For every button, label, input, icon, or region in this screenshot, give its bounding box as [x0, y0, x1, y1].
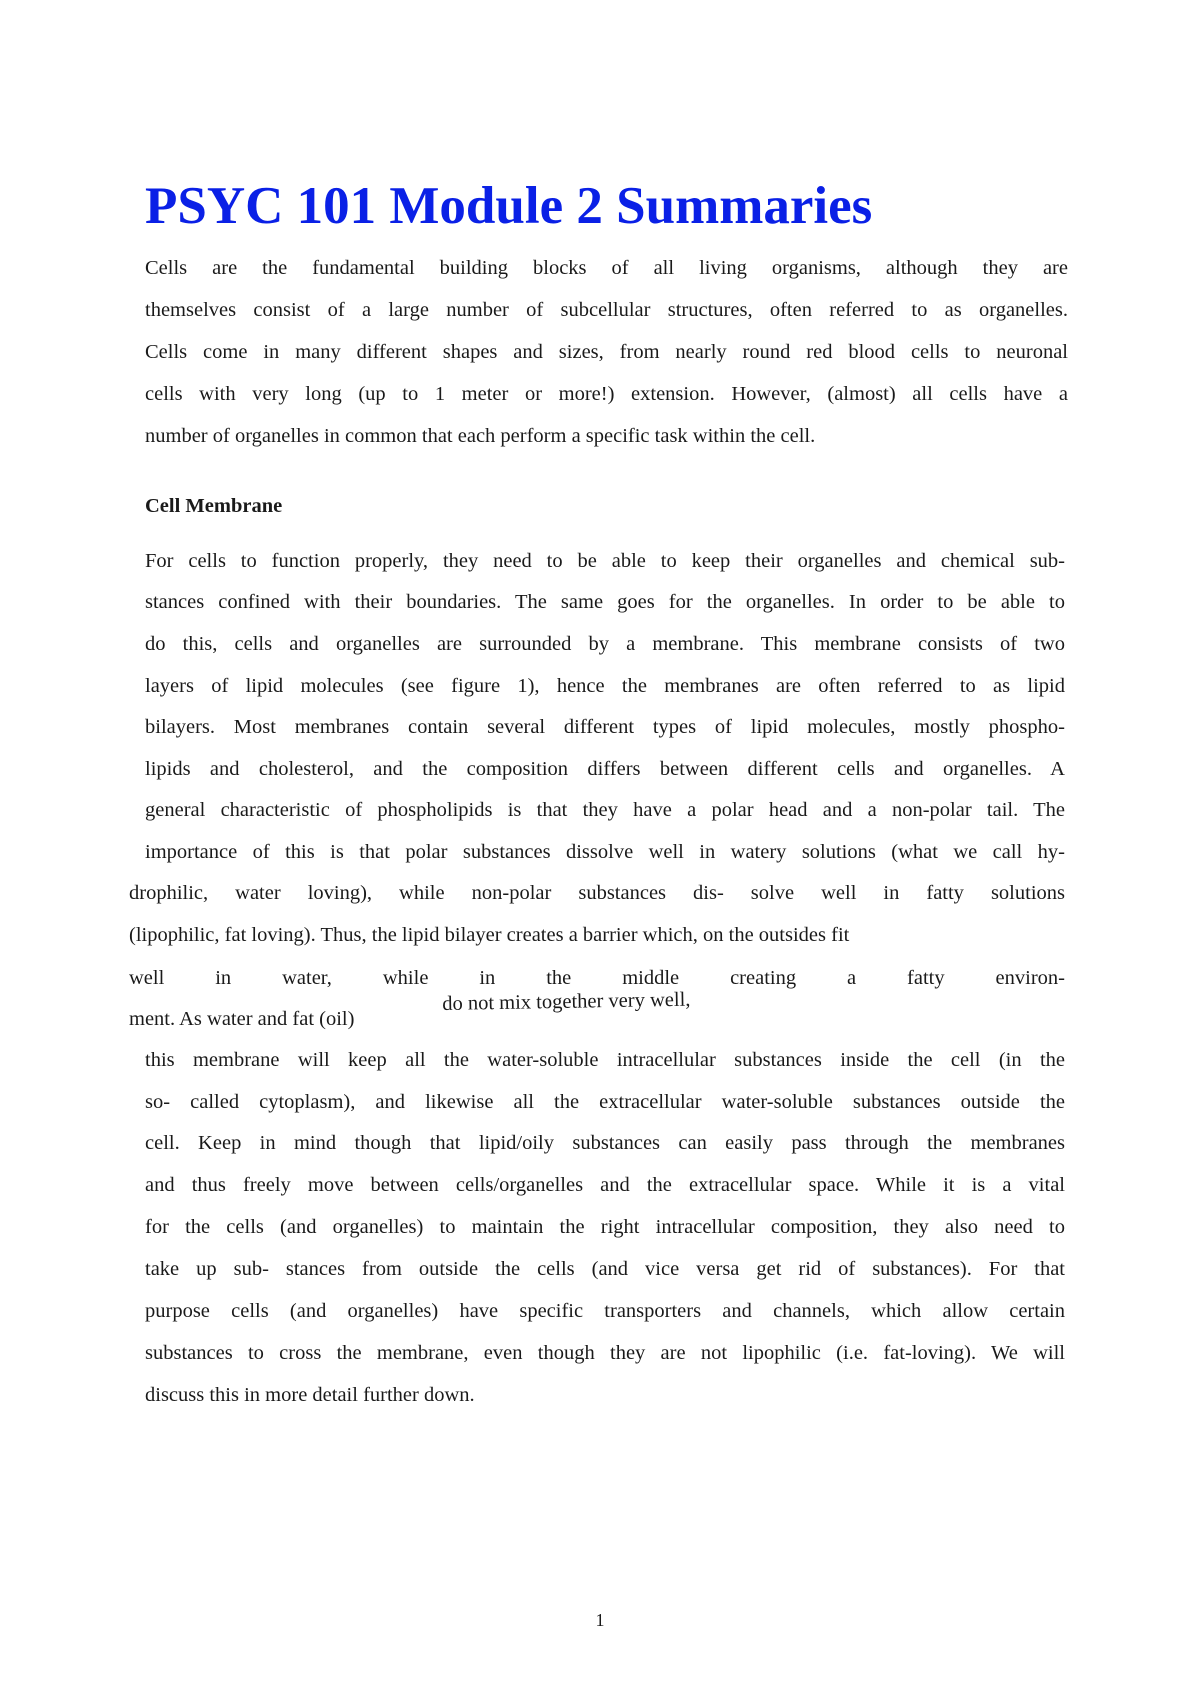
text-line: take up sub- stances from outside the cells (and vice versa get rid of substances). For that: [145, 1258, 1065, 1280]
text-line: cells with very long (up to 1 meter or more!) extension. However, (almost) all cells have a: [145, 383, 1068, 405]
text-line: cell. Keep in mind though that lipid/oily substances can easily pass through the membranes: [145, 1132, 1065, 1154]
text-line: number of organelles in common that each perform a specific task within the cell.: [145, 425, 816, 447]
text-line: general characteristic of phospholipids is that they have a polar head and a non-polar tail. The: [145, 799, 1065, 821]
text-line: stances confined with their boundaries. The same goes for the organelles. In order to be able to: [145, 591, 1065, 613]
text-line: so- called cytoplasm), and likewise all the extracellular water-soluble substances outside the: [145, 1091, 1065, 1113]
text-line: themselves consist of a large number of subcellular structures, often referred to as organelles.: [145, 299, 1068, 321]
text-line: well in water, while in the middle creating a fatty environ-: [129, 967, 1065, 989]
text-line: Cells come in many different shapes and sizes, from nearly round red blood cells to neuronal: [145, 341, 1068, 363]
page-title: PSYC 101 Module 2 Summaries: [145, 177, 873, 235]
text-line: layers of lipid molecules (see figure 1), hence the membranes are often referred to as lipid: [145, 675, 1065, 697]
text-line: ment. As water and fat (oil): [129, 1008, 355, 1030]
text-line: importance of this is that polar substances dissolve well in watery solutions (what we call hy-: [145, 841, 1065, 863]
text-line: substances to cross the membrane, even though they are not lipophilic (i.e. fat-loving). We will: [145, 1342, 1065, 1364]
text-line: and thus freely move between cells/organelles and the extracellular space. While it is a vital: [145, 1174, 1065, 1196]
text-line: bilayers. Most membranes contain several different types of lipid molecules, mostly phospho-: [145, 716, 1065, 738]
page-number: 1: [595, 1610, 605, 1630]
text-line: do this, cells and organelles are surrounded by a membrane. This membrane consists of two: [145, 633, 1065, 655]
text-line: purpose cells (and organelles) have specific transporters and channels, which allow certain: [145, 1300, 1065, 1322]
text-line-rotated: do not mix together very well,: [442, 988, 691, 1015]
text-line: lipids and cholesterol, and the composition differs between different cells and organelles. A: [145, 758, 1065, 780]
text-line: (lipophilic, fat loving). Thus, the lipid bilayer creates a barrier which, on the outsides fit: [129, 924, 850, 946]
text-line: discuss this in more detail further down.: [145, 1384, 475, 1406]
text-line: this membrane will keep all the water-soluble intracellular substances inside the cell (in the: [145, 1049, 1065, 1071]
text-line: Cells are the fundamental building blocks of all living organisms, although they are: [145, 257, 1068, 279]
text-line: For cells to function properly, they need to be able to keep their organelles and chemical sub-: [145, 550, 1065, 572]
text-line: drophilic, water loving), while non-polar substances dis- solve well in fatty solutions: [129, 882, 1065, 904]
section-heading: Cell Membrane: [145, 495, 283, 517]
text-line: for the cells (and organelles) to maintain the right intracellular composition, they also need to: [145, 1216, 1065, 1238]
